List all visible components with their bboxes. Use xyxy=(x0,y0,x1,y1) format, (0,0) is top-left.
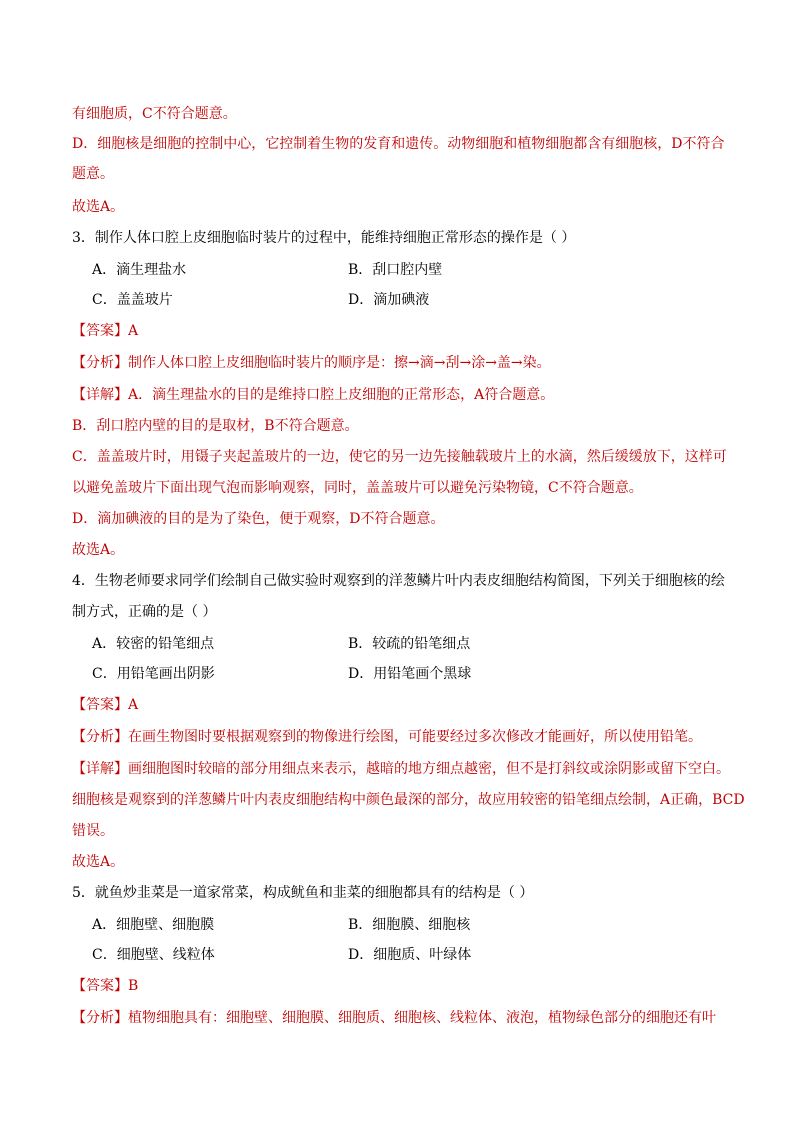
q4-answer xyxy=(72,695,138,715)
answer-tag: 【答案】 xyxy=(72,697,128,713)
answer-tag: 【答案】 xyxy=(72,323,128,339)
answer-tag: 【答案】 xyxy=(72,978,128,994)
analysis-tag: 【分析】 xyxy=(72,1010,128,1026)
text-line: 故选A。 xyxy=(72,854,125,870)
text-line: 细胞核是观察到的洋葱鳞片叶内表皮细胞结构中颜色最深的部分，故应用较密的铅笔细点绘制，A正确，BCD xyxy=(72,792,745,808)
q5-answer xyxy=(72,976,138,996)
q5-option-a: A．细胞壁、细胞膜 xyxy=(92,917,215,933)
q5-option-b: B．细胞膜、细胞核 xyxy=(348,917,471,933)
detail-tag: 【详解】 xyxy=(72,387,128,403)
q3-detail xyxy=(72,385,554,405)
q3-option-a: A．滴生理盐水 xyxy=(92,262,187,278)
q4-option-a: A．较密的铅笔细点 xyxy=(92,636,215,652)
q3-option-b: B．刮口腔内壁 xyxy=(348,262,443,278)
question-3-stem: 3．制作人体口腔上皮细胞临时装片的过程中，能维持细胞正常形态的操作是（ ） xyxy=(72,230,576,246)
text-line: C．盖盖玻片时，用镊子夹起盖玻片的一边，使它的另一边先接触载玻片上的水滴，然后缓缓放下，这样可 xyxy=(72,449,727,465)
q4-option-d: D．用铅笔画个黑球 xyxy=(348,666,472,682)
text-line: 故选A。 xyxy=(72,542,125,558)
analysis-text: 在画生物图时要根据观察到的物像进行绘图，可能要经过多次修改才能画好，所以使用铅笔。 xyxy=(128,729,702,745)
analysis-text: 制作人体口腔上皮细胞临时装片的顺序是：擦→滴→刮→涂→盖→染。 xyxy=(128,355,551,371)
detail-tag: 【详解】 xyxy=(72,761,128,777)
q3-option-c: C．盖盖玻片 xyxy=(92,292,173,308)
q4-option-c: C．用铅笔画出阴影 xyxy=(92,666,215,682)
text-line: 错误。 xyxy=(72,823,114,839)
text-line: D．滴加碘液的目的是为了染色，便于观察，D不符合题意。 xyxy=(72,511,445,527)
text-line: 有细胞质，C不符合题意。 xyxy=(72,106,237,122)
analysis-tag: 【分析】 xyxy=(72,355,128,371)
q4-detail xyxy=(72,759,730,779)
question-4-stem: 4．生物老师要求同学们绘制自己做实验时观察到的洋葱鳞片叶内表皮细胞结构简图，下列关于细胞核的绘 xyxy=(72,573,725,589)
answer-value: A xyxy=(128,697,139,713)
text-line: B．刮口腔内壁的目的是取材，B不符合题意。 xyxy=(72,418,359,434)
q5-option-c: C．细胞壁、线粒体 xyxy=(92,947,215,963)
text-line: 以避免盖玻片下面出现气泡而影响观察，同时，盖盖玻片可以避免污染物镜，C不符合题意。 xyxy=(72,480,643,496)
detail-text: A．滴生理盐水的目的是维持口腔上皮细胞的正常形态，A符合题意。 xyxy=(128,387,555,403)
q3-analysis xyxy=(72,353,551,373)
answer-value: B xyxy=(128,978,139,994)
analysis-text: 植物细胞具有：细胞壁、细胞膜、细胞质、细胞核、线粒体、液泡，植物绿色部分的细胞还有叶 xyxy=(128,1010,716,1026)
text-line: 题意。 xyxy=(72,166,114,182)
answer-value: A xyxy=(128,323,139,339)
q5-analysis xyxy=(72,1008,716,1028)
q4-analysis xyxy=(72,727,702,747)
q5-option-d: D．细胞质、叶绿体 xyxy=(348,947,472,963)
q4-option-b: B．较疏的铅笔细点 xyxy=(348,636,471,652)
q3-option-d: D．滴加碘液 xyxy=(348,292,430,308)
question-5-stem: 5．就鱼炒韭菜是一道家常菜，构成鱿鱼和韭菜的细胞都具有的结构是（ ） xyxy=(72,885,534,901)
text-line: D．细胞核是细胞的控制中心，它控制着生物的发育和遗传。动物细胞和植物细胞都含有细胞核，D不符合 xyxy=(72,136,725,152)
text-line: 故选A。 xyxy=(72,199,125,215)
detail-text: 画细胞图时较暗的部分用细点来表示，越暗的地方细点越密，但不是打斜纹或涂阴影或留下空白。 xyxy=(128,761,730,777)
q3-answer xyxy=(72,321,138,341)
analysis-tag: 【分析】 xyxy=(72,729,128,745)
question-4-stem: 制方式，正确的是（ ） xyxy=(72,604,217,620)
